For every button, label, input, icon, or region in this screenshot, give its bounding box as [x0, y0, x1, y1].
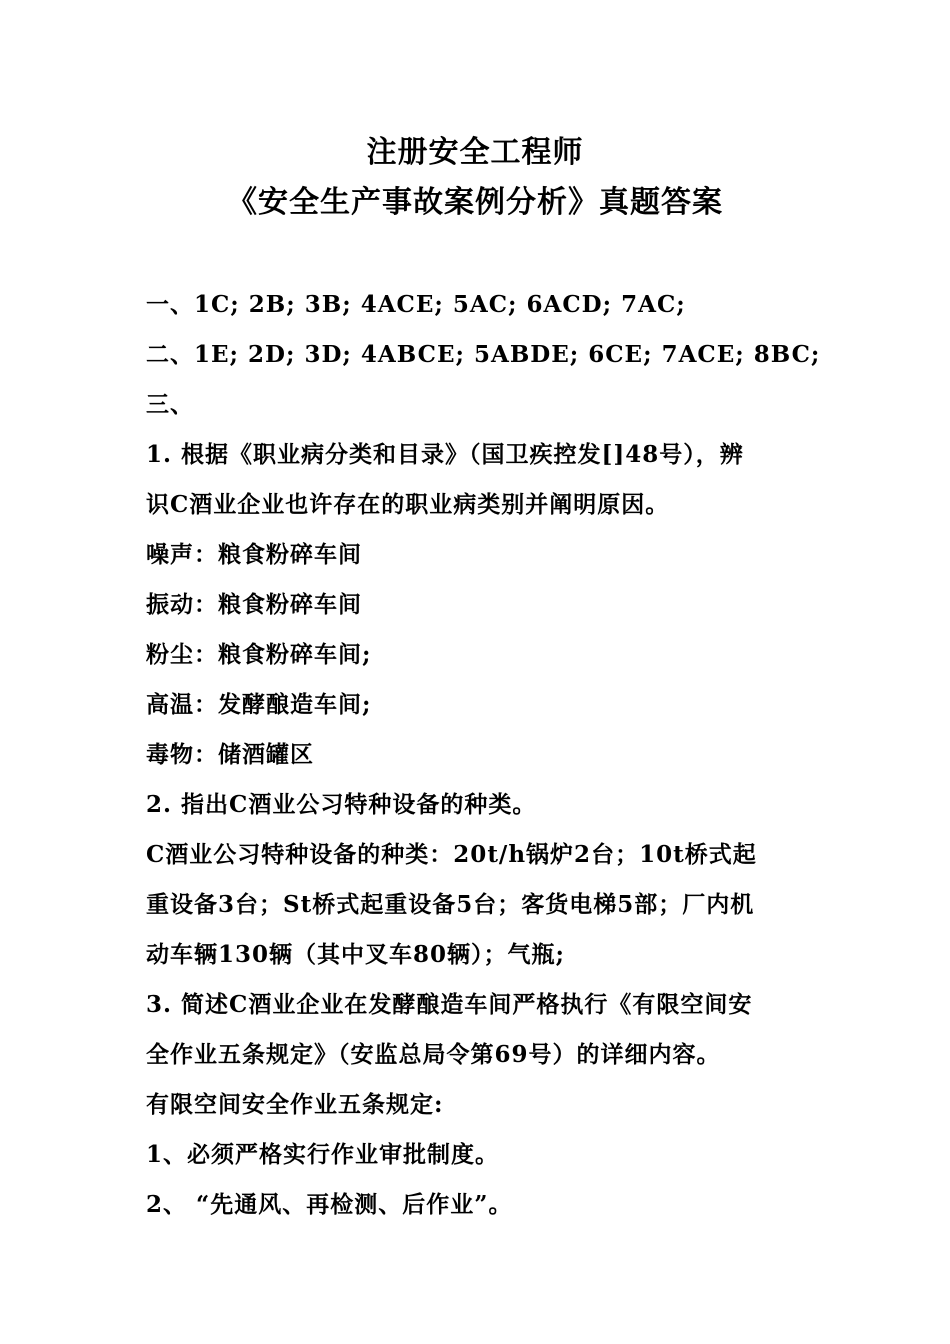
answer-line-section-2: 二、1E; 2D; 3D; 4ABCE; 5ABDE; 6CE; 7ACE; 8BC;: [146, 341, 821, 368]
question-1-line-2: 识C酒业企业也许存在的职业病类别并阐明原因。: [146, 491, 670, 518]
answer-line-section-1: 一、1C; 2B; 3B; 4ACE; 5AC; 6ACD; 7AC;: [146, 291, 686, 318]
question-3-line-1: 3. 简述C酒业企业在发酵酿造车间严格执行《有限空间安: [146, 991, 753, 1018]
hazard-vibration: 振动：粮食粉碎车间: [146, 591, 362, 618]
answer-2-line-2: 重设备3台；St桥式起重设备5台；客货电梯5部；厂内机: [146, 891, 755, 918]
question-1-line-1: 1. 根据《职业病分类和目录》（国卫疾控发[]48号），辨: [146, 441, 744, 468]
answer-line-section-3: 三、: [146, 391, 194, 418]
question-2: 2. 指出C酒业公习特种设备的种类。: [146, 791, 537, 818]
hazard-toxic: 毒物：储酒罐区: [146, 741, 314, 768]
hazard-noise: 噪声：粮食粉碎车间: [146, 541, 362, 568]
document-subtitle: 《安全生产事故案例分析》真题答案: [227, 185, 723, 220]
hazard-dust: 粉尘：粮食粉碎车间;: [146, 641, 372, 668]
document-title: 注册安全工程师: [366, 135, 584, 170]
title-block: [0, 128, 950, 228]
question-3-line-2: 全作业五条规定》（安监总局令第69号）的详细内容。: [146, 1041, 721, 1068]
answer-2-line-1: C酒业公习特种设备的种类：20t/h锅炉2台；10t桥式起: [146, 841, 757, 868]
rule-2: 2、 “先通风、再检测、后作业”。: [146, 1191, 513, 1218]
answer-2-line-3: 动车辆130辆（其中叉车80辆）；气瓶;: [146, 941, 566, 968]
answer-3-heading: 有限空间安全作业五条规定:: [146, 1091, 444, 1118]
rule-1: 1、必须严格实行作业审批制度。: [146, 1141, 500, 1168]
hazard-high-temperature: 高温：发酵酿造车间;: [146, 691, 372, 718]
answer-body: [146, 280, 821, 1230]
